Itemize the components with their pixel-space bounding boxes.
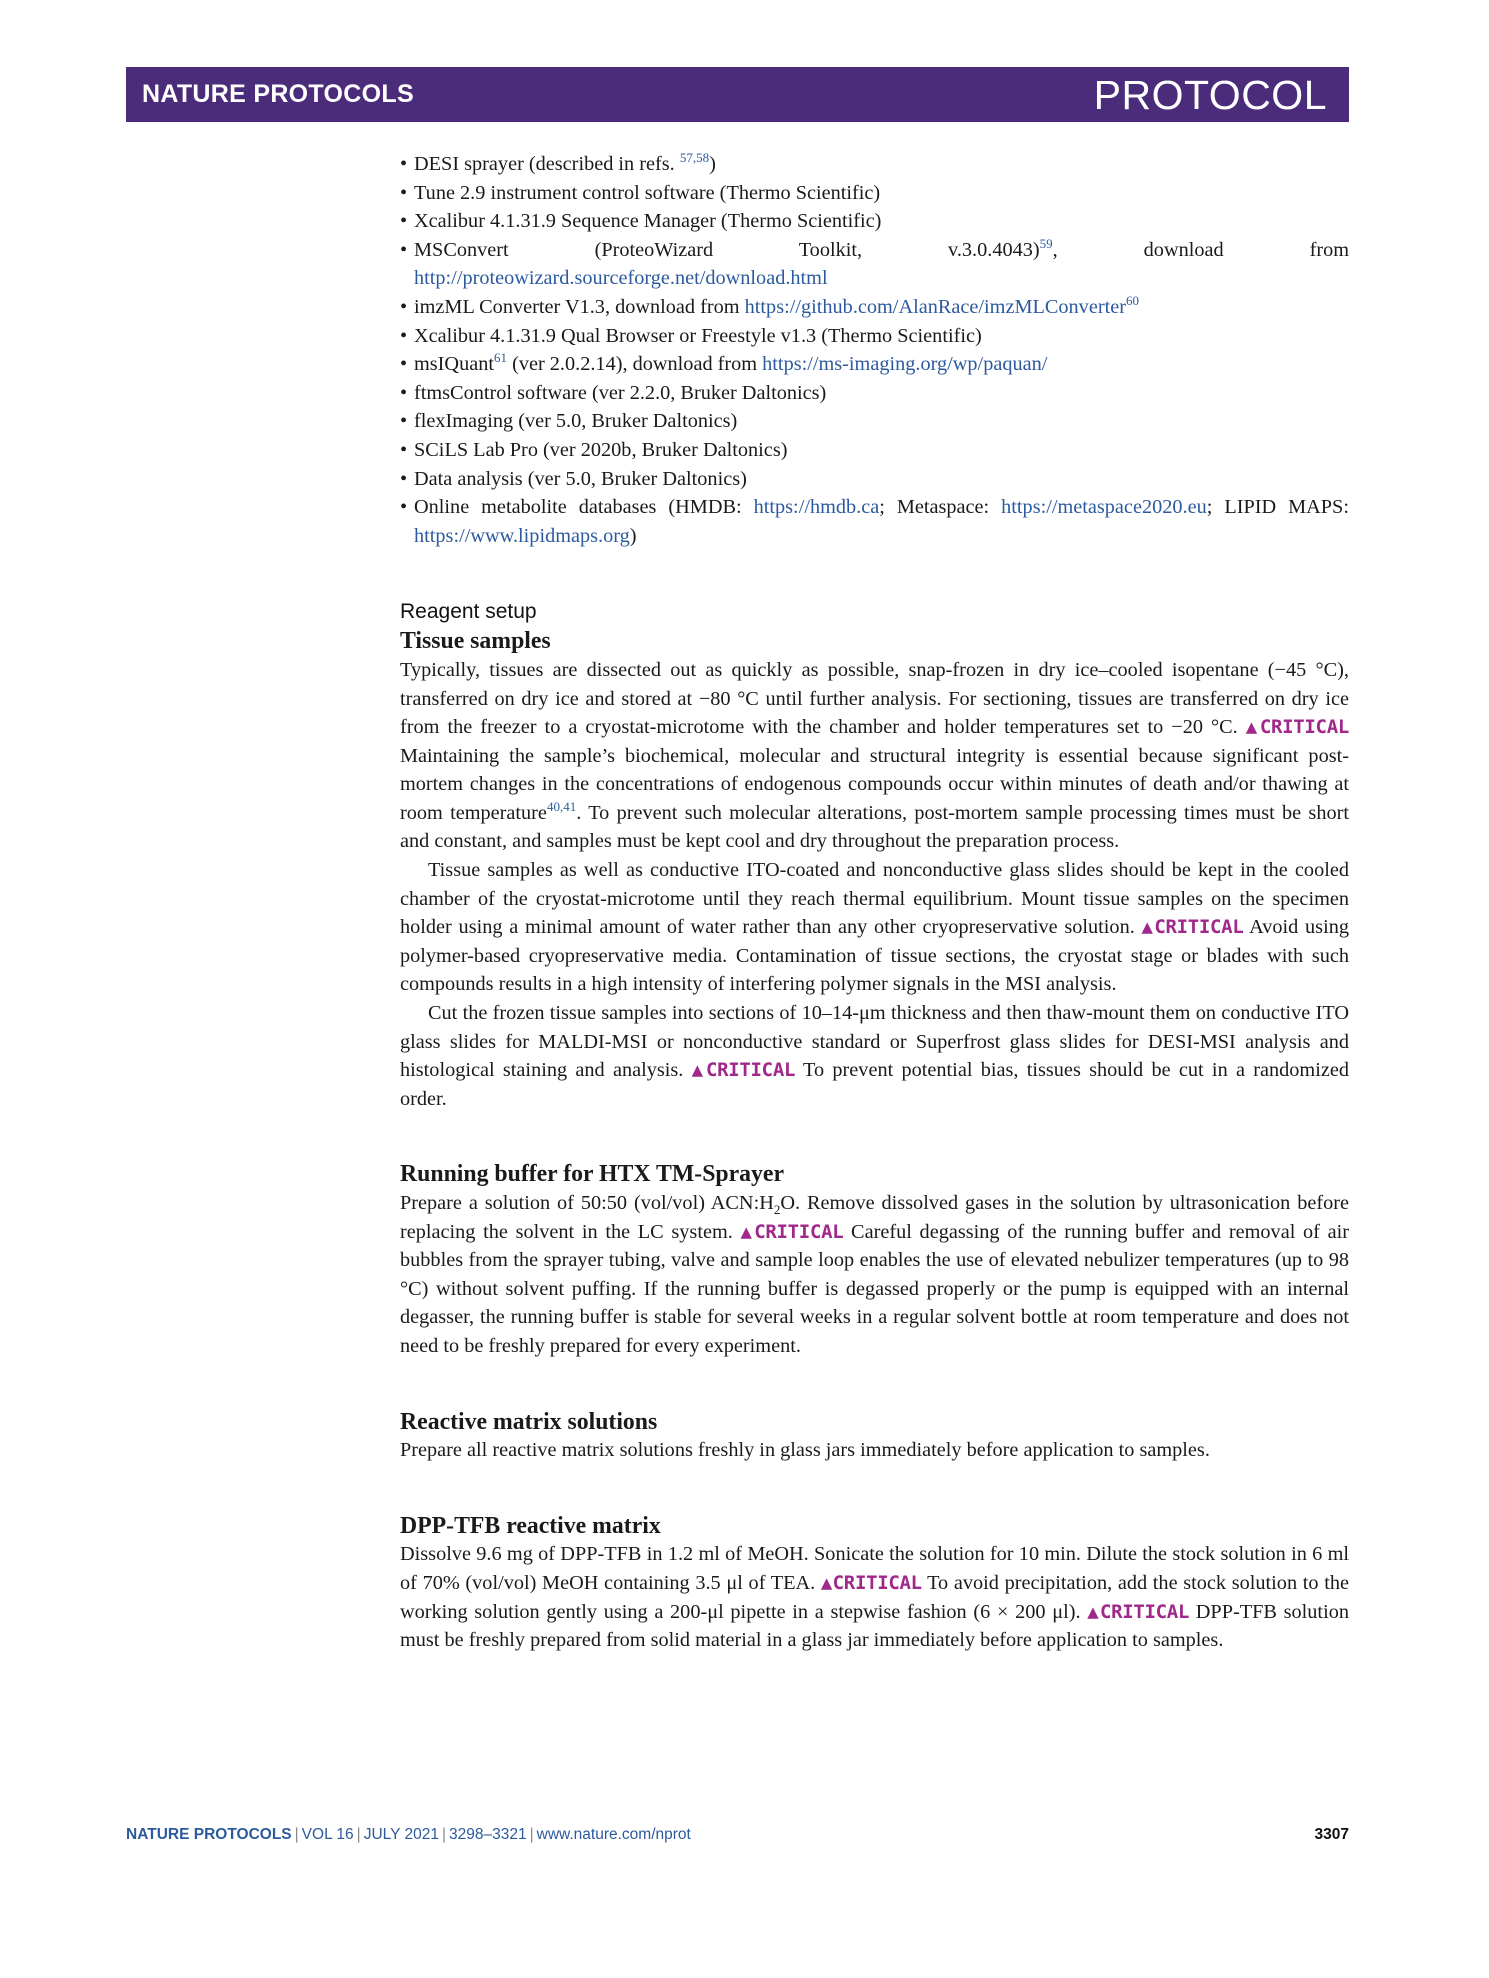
- reference-citation[interactable]: 60: [1125, 292, 1139, 308]
- footer-date: JULY 2021: [363, 1826, 439, 1843]
- article-type: PROTOCOL: [1093, 72, 1327, 118]
- msiquant-link[interactable]: https://ms-imaging.org/wp/paquan/: [762, 353, 1048, 376]
- paragraph-text: DPP-TFB solution must be freshly prepared from solid material in a glass jar immediately before application to samples.: [400, 1600, 1349, 1652]
- list-item: • SCiLS Lab Pro (ver 2020b, Bruker Daltonics): [400, 436, 1349, 465]
- page-number: 3307: [1314, 1826, 1349, 1843]
- list-item: [400, 493, 1349, 550]
- lipidmaps-link[interactable]: https://www.lipidmaps.org: [414, 524, 630, 547]
- paragraph-text: Careful degassing of the running buffer and removal of air bubbles from the sprayer tubing, valve and sample loop enables the use of elevated nebulizer temperatures (up to 98 °C) without solvent puffing. If the running buffer is degassed properly or the pump is equipped with an internal degasser, the running buffer is stable for several weeks in a regular solvent bottle at room temperature and does not need to be freshly prepared for every experiment.: [400, 1220, 1349, 1357]
- list-item: • Xcalibur 4.1.31.9 Sequence Manager (Thermo Scientific): [400, 207, 1349, 236]
- list-item: [400, 150, 1349, 179]
- list-item-text: , download from: [1052, 238, 1349, 261]
- imzml-converter-link[interactable]: https://github.com/AlanRace/imzMLConverter: [744, 295, 1126, 318]
- paragraph-text: Avoid using polymer-based cryopreservative media. Contamination of tissue sections, the cryostat stage or blades with such compounds results in a high intensity of interfering polymer signals in the MSI analysis.: [400, 916, 1349, 996]
- paragraph: [400, 999, 1349, 1113]
- footer-citation: [126, 1826, 691, 1844]
- list-item-text: imzML Converter V1.3, download from: [414, 295, 745, 318]
- paragraph-text: Typically, tissues are dissected out as quickly as possible, snap-frozen in dry ice–cooled isopentane (−45 °C), transferred on dry ice and stored at −80 °C until further analysis. For sectioning, tissues are transferred on dry ice from the freezer to a cryostat-microtome with the chamber and holder temperatures set to −20 °C.: [400, 658, 1349, 739]
- footer-journal: NATURE PROTOCOLS: [126, 1826, 292, 1843]
- list-item-text: DESI sprayer (described in refs.: [414, 153, 675, 175]
- list-item: • Data analysis (ver 5.0, Bruker Daltonics): [400, 465, 1349, 494]
- list-item: • ftmsControl software (ver 2.2.0, Bruker Daltonics): [400, 379, 1349, 408]
- paragraph: [400, 656, 1349, 856]
- paragraph-text: Prepare a solution of 50:50 (vol/vol) ACN:H: [400, 1192, 774, 1214]
- journal-header-bar: [126, 67, 1349, 122]
- paragraph: Prepare all reactive matrix solutions freshly in glass jars immediately before application to samples.: [400, 1439, 1210, 1462]
- list-item-text: msIQuant: [414, 353, 494, 376]
- section-heading-reagent-setup: Reagent setup: [400, 600, 537, 624]
- paragraph: [400, 1189, 1349, 1361]
- list-item-text: ): [629, 524, 637, 547]
- reference-citation[interactable]: 61: [494, 350, 507, 366]
- list-item: [400, 350, 1349, 379]
- tissue-samples-block: [400, 627, 1349, 1113]
- critical-label: ▲CRITICAL: [1141, 916, 1244, 939]
- reference-citation[interactable]: 40,41: [546, 798, 577, 814]
- hmdb-link[interactable]: https://hmdb.ca: [753, 496, 880, 519]
- footer-volume: VOL 16: [301, 1826, 354, 1843]
- metaspace-link[interactable]: https://metaspace2020.eu: [1001, 496, 1207, 519]
- critical-label: ▲CRITICAL: [1087, 1600, 1190, 1623]
- dpp-tfb-block: [400, 1512, 1349, 1655]
- paragraph-text: Cut the frozen tissue samples into sections of 10–14-μm thickness and then thaw-mount them on conductive ITO glass slides for MALDI-MSI or nonconductive standard or Superfrost glass slides for DESI-MSI analysis and histological staining and analysis.: [400, 1002, 1349, 1082]
- list-item: [400, 293, 1349, 322]
- footer-separator: |: [356, 1826, 361, 1843]
- footer-separator: |: [529, 1826, 534, 1843]
- reference-citation[interactable]: 57,58: [679, 150, 710, 165]
- paragraph-text: O. Remove dissolved gases in the solution by ultrasonication before replacing the solvent in the LC system.: [400, 1192, 1349, 1243]
- list-item: • Xcalibur 4.1.31.9 Qual Browser or Freestyle v1.3 (Thermo Scientific): [400, 322, 1349, 351]
- list-item-text: ): [709, 153, 716, 175]
- journal-name: NATURE PROTOCOLS: [142, 80, 414, 108]
- subheading-running-buffer: Running buffer for HTX TM-Sprayer: [400, 1161, 784, 1188]
- footer-separator: |: [294, 1826, 299, 1843]
- paragraph-text: Tissue samples as well as conductive ITO-coated and nonconductive glass slides should be kept in the cooled chamber of the cryostat-microtome until they reach thermal equilibrium. Mount tissue samples on the specimen holder using a minimal amount of water rather than any other cryopreservative solution.: [400, 859, 1349, 939]
- reactive-matrix-block: [400, 1408, 1349, 1465]
- footer-url-link[interactable]: www.nature.com/nprot: [536, 1826, 691, 1843]
- list-item-text: ; LIPID MAPS:: [1206, 496, 1349, 519]
- critical-label: ▲CRITICAL: [1245, 716, 1349, 739]
- subheading-reactive-matrix: Reactive matrix solutions: [400, 1408, 658, 1435]
- list-item-text: Online metabolite databases (HMDB:: [414, 496, 754, 519]
- subheading-tissue-samples: Tissue samples: [400, 628, 551, 655]
- footer-separator: |: [441, 1826, 446, 1843]
- paragraph: [400, 1540, 1349, 1654]
- proteowizard-link[interactable]: http://proteowizard.sourceforge.net/download.html: [414, 267, 828, 290]
- paragraph-text: To prevent potential bias, tissues should be cut in a randomized order.: [400, 1059, 1349, 1110]
- paragraph: [400, 856, 1349, 999]
- paragraph-text: Maintaining the sample’s biochemical, molecular and structural integrity is essential because significant post-mortem changes in the concentrations of endogenous compounds occur within minutes of death and/or thawing at room temperature: [400, 744, 1349, 824]
- list-item-text: (ver 2.0.2.14), download from: [507, 353, 763, 376]
- critical-label: ▲CRITICAL: [740, 1220, 844, 1243]
- subheading-dpp-tfb: DPP-TFB reactive matrix: [400, 1512, 661, 1539]
- list-item: • flexImaging (ver 5.0, Bruker Daltonics): [400, 407, 1349, 436]
- main-content: [400, 150, 1349, 1655]
- critical-label: ▲CRITICAL: [820, 1571, 922, 1594]
- list-item: • Tune 2.9 instrument control software (Thermo Scientific): [400, 179, 1349, 208]
- list-item: [400, 236, 1349, 293]
- footer-pages: 3298–3321: [449, 1826, 527, 1843]
- list-item-text: ; Metaspace:: [879, 496, 1002, 519]
- reference-citation[interactable]: 59: [1039, 235, 1053, 251]
- running-buffer-block: [400, 1160, 1349, 1360]
- paragraph-text: . To prevent such molecular alterations, post-mortem sample processing times must be short and constant, and samples must be kept cool and dry throughout the preparation process.: [400, 801, 1349, 853]
- list-item-text: MSConvert (ProteoWizard Toolkit, v.3.0.4043): [414, 238, 1040, 261]
- software-list: [400, 150, 1349, 550]
- page-footer: [126, 1826, 1349, 1850]
- subscript: 2: [773, 1202, 781, 1218]
- paragraph-text: To avoid precipitation, add the stock solution to the working solution gently using a 200-μl pipette in a stepwise fashion (6 × 200 μl).: [400, 1571, 1349, 1623]
- critical-label: ▲CRITICAL: [691, 1059, 796, 1082]
- paragraph-text: Dissolve 9.6 mg of DPP-TFB in 1.2 ml of MeOH. Sonicate the solution for 10 min. Dilute the stock solution in 6 ml of 70% (vol/vol) MeOH containing 3.5 μl of TEA.: [400, 1543, 1349, 1594]
